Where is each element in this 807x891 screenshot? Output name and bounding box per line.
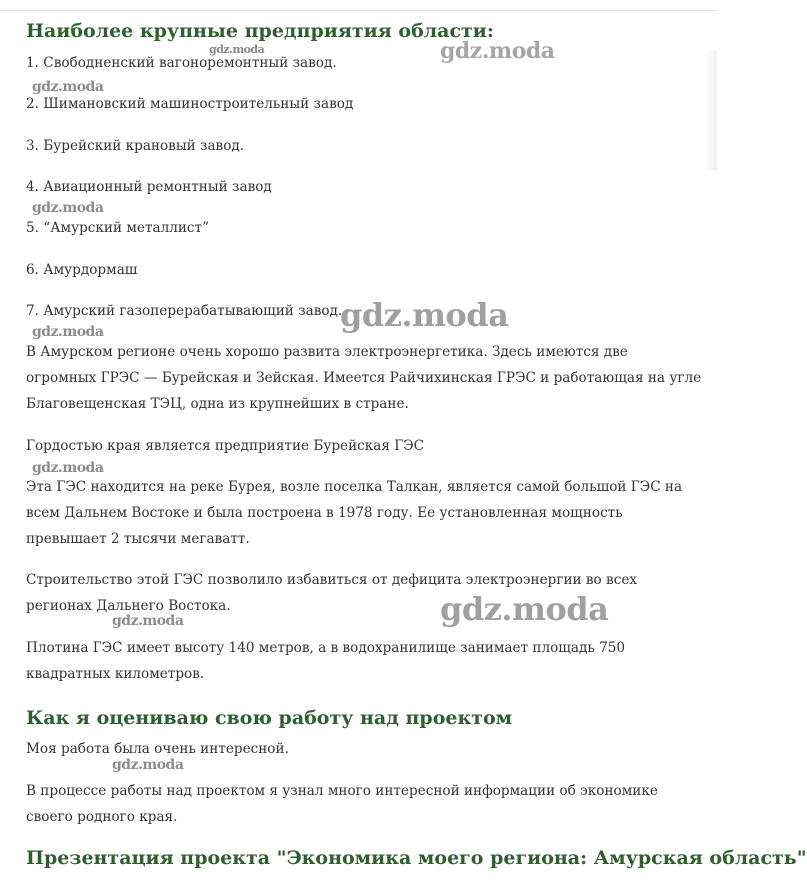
paragraph-line: Плотина ГЭС имеет высоту 140 метров, а в водохранилище занимает площадь 750 bbox=[26, 640, 626, 656]
list-item: 4. Авиационный ремонтный завод bbox=[26, 179, 272, 195]
paragraph-line: Гордостью края является предприятие Бурейская ГЭС bbox=[26, 438, 425, 454]
watermark: gdz.moda bbox=[32, 79, 104, 95]
top-divider bbox=[0, 10, 717, 11]
watermark: gdz.moda bbox=[209, 43, 265, 56]
paragraph-line: квадратных километров. bbox=[26, 666, 205, 682]
paragraph-line: превышает 2 тысячи мегаватт. bbox=[26, 531, 250, 547]
paragraph-line: всем Дальнем Востоке и была построена в 1978 году. Ее установленная мощность bbox=[26, 505, 623, 521]
watermark: gdz.moda bbox=[32, 200, 104, 216]
paragraph-line: огромных ГРЭС — Бурейская и Зейская. Имеется Райчихинская ГРЭС и работающая на угле bbox=[26, 370, 702, 386]
watermark: gdz.moda bbox=[440, 590, 609, 628]
section-heading-enterprises: Наиболее крупные предприятия области: bbox=[26, 20, 494, 42]
watermark: gdz.moda bbox=[32, 460, 104, 476]
next-section-heading-cut: Презентация проекта "Экономика моего региона: Амурская область" bbox=[26, 847, 807, 869]
paragraph-line: регионах Дальнего Востока. bbox=[26, 598, 231, 614]
list-item: 3. Бурейский крановый завод. bbox=[26, 138, 245, 154]
list-item: 5. “Амурский металлист” bbox=[26, 220, 210, 236]
paragraph-line: Строительство этой ГЭС позволило избавиться от дефицита электроэнергии во всех bbox=[26, 572, 638, 588]
paragraph-line: Моя работа была очень интересной. bbox=[26, 741, 289, 757]
watermark: gdz.moda bbox=[440, 38, 555, 64]
watermark: gdz.moda bbox=[112, 757, 184, 773]
paragraph-line: В Амурском регионе очень хорошо развита электроэнергетика. Здесь имеются две bbox=[26, 344, 628, 360]
list-item: 2. Шимановский машиностроительный завод bbox=[26, 96, 354, 112]
list-item: 7. Амурский газоперерабатывающий завод. bbox=[26, 303, 343, 319]
watermark: gdz.moda bbox=[32, 324, 104, 340]
watermark: gdz.moda bbox=[340, 296, 509, 334]
right-edge-shadow bbox=[703, 50, 717, 170]
list-item: 1. Свободненский вагоноремонтный завод. bbox=[26, 55, 337, 71]
paragraph-line: Эта ГЭС находится на реке Бурея, возле поселка Талкан, является самой большой ГЭС на bbox=[26, 479, 683, 495]
watermark: gdz.moda bbox=[112, 613, 184, 629]
list-item: 6. Амурдормаш bbox=[26, 262, 138, 278]
paragraph-line: своего родного края. bbox=[26, 809, 178, 825]
section-heading-evaluation: Как я оцениваю свою работу над проектом bbox=[26, 707, 513, 729]
paragraph-line: В процессе работы над проектом я узнал много интересной информации об экономике bbox=[26, 783, 658, 799]
paragraph-line: Благовещенская ТЭЦ, одна из крупнейших в стране. bbox=[26, 396, 409, 412]
